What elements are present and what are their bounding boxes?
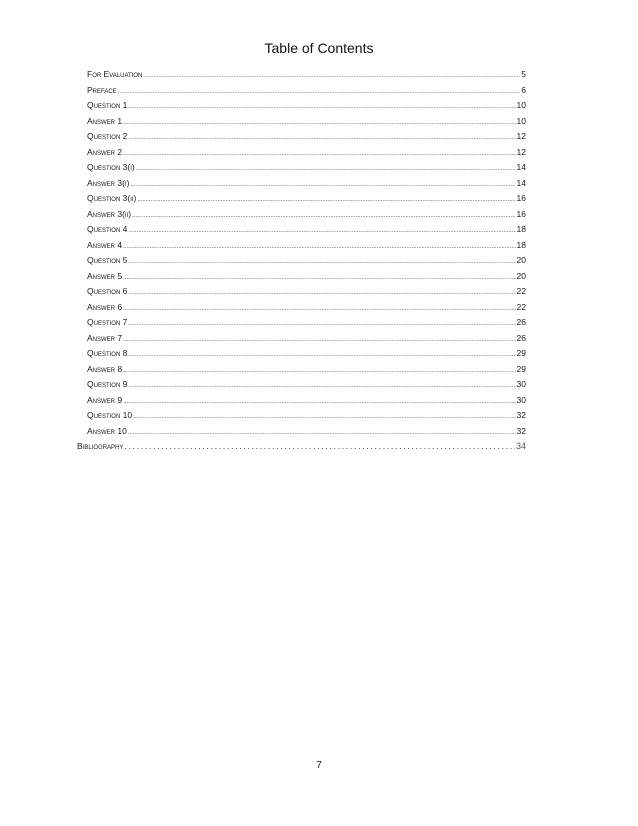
toc-entry-label: Answer 2	[87, 146, 123, 157]
toc-entry[interactable]	[87, 426, 526, 442]
toc-dot-leader	[128, 290, 515, 296]
toc-dot-leader	[143, 73, 520, 79]
toc-entry[interactable]	[87, 395, 526, 411]
toc-dot-leader	[124, 441, 515, 451]
toc-dot-leader	[128, 383, 515, 389]
toc-entry[interactable]	[77, 441, 526, 457]
toc-entry-page: 26	[516, 332, 526, 343]
toc-entry-page: 12	[516, 131, 526, 141]
toc-entry[interactable]	[87, 302, 526, 318]
toc-entry-label: Answer 8	[87, 363, 123, 374]
toc-entry-label: Question 9	[87, 379, 128, 389]
toc-entry-label: Answer 3(i)	[87, 177, 130, 188]
toc-entry-label: Answer 6	[87, 301, 123, 312]
toc-entry-label: Answer 10	[87, 425, 127, 436]
toc-dot-leader	[123, 244, 515, 250]
toc-entry[interactable]	[87, 379, 526, 395]
toc-entry-label: Question 3(ii)	[87, 193, 137, 203]
toc-entry-label: Answer 5	[87, 270, 123, 281]
toc-entry-label: Question 2	[87, 131, 128, 141]
toc-entry-label: Question 7	[87, 317, 128, 327]
toc-entry-page: 16	[516, 208, 526, 219]
toc-entry[interactable]	[87, 348, 526, 364]
toc-entry-page: 18	[516, 239, 526, 250]
toc-entry-page: 32	[516, 410, 526, 420]
toc-entry-page: 29	[516, 348, 526, 358]
toc-entry-page: 22	[516, 301, 526, 312]
toc-entry-page: 34	[515, 441, 526, 451]
toc-entry-page: 14	[516, 177, 526, 188]
toc-entry[interactable]	[87, 69, 526, 85]
toc-dot-leader	[123, 399, 515, 405]
toc-entry[interactable]	[87, 85, 526, 101]
toc-entry-label: Question 3(i)	[87, 162, 135, 172]
toc-dot-leader	[130, 182, 515, 188]
toc-dot-leader	[136, 166, 516, 172]
toc-entry-label: Question 10	[87, 410, 133, 420]
toc-entry[interactable]	[87, 209, 526, 225]
toc-dot-leader	[123, 275, 515, 281]
toc-entry-label: Answer 3(ii)	[87, 208, 132, 219]
toc-entry[interactable]	[87, 131, 526, 147]
toc-entry-label: Question 6	[87, 286, 128, 296]
toc-entry-label: Answer 9	[87, 394, 123, 405]
toc-entry[interactable]	[87, 333, 526, 349]
toc-entry-label: Answer 1	[87, 115, 123, 126]
toc-entry-label: Bibliography	[77, 441, 124, 451]
toc-dot-leader	[132, 213, 515, 219]
toc-entry-label: Question 8	[87, 348, 128, 358]
toc-entry-page: 6	[521, 84, 526, 95]
toc-entry[interactable]	[87, 317, 526, 333]
toc-entry-label: Question 5	[87, 255, 128, 265]
toc-entry-page: 26	[516, 317, 526, 327]
toc-entry[interactable]	[87, 193, 526, 209]
toc-entry[interactable]	[87, 224, 526, 240]
toc-dot-leader	[118, 89, 521, 95]
toc-entry[interactable]	[87, 271, 526, 287]
toc-entry[interactable]	[87, 178, 526, 194]
toc-entry-label: Preface	[87, 84, 117, 95]
toc-entry[interactable]	[87, 147, 526, 163]
toc-entry-label: Answer 7	[87, 332, 123, 343]
toc-entry[interactable]	[87, 410, 526, 426]
toc-entry-page: 10	[516, 115, 526, 126]
toc-entry-page: 5	[521, 69, 526, 79]
toc-entry[interactable]	[87, 100, 526, 116]
toc-entry[interactable]	[87, 116, 526, 132]
toc-entry-page: 32	[516, 425, 526, 436]
toc-dot-leader	[128, 430, 516, 436]
toc-dot-leader	[128, 321, 515, 327]
toc-entry-page: 10	[516, 100, 526, 110]
toc-entry[interactable]	[87, 162, 526, 178]
toc-dot-leader	[128, 259, 515, 265]
toc-dot-leader	[123, 151, 515, 157]
toc-dot-leader	[123, 337, 515, 343]
toc-dot-leader	[123, 120, 515, 126]
toc-dot-leader	[128, 104, 515, 110]
toc-entry-page: 22	[516, 286, 526, 296]
toc-entry[interactable]	[87, 364, 526, 380]
toc-dot-leader	[128, 228, 515, 234]
toc-entry-page: 29	[516, 363, 526, 374]
toc-entry[interactable]	[87, 286, 526, 302]
page-number: 7	[316, 760, 322, 771]
toc-entry-label: For Evaluation	[87, 69, 143, 79]
toc-dot-leader	[128, 352, 515, 358]
toc-entry-page: 18	[516, 224, 526, 234]
toc-dot-leader	[128, 135, 515, 141]
toc-dot-leader	[123, 368, 515, 374]
toc-entry-page: 20	[516, 255, 526, 265]
toc-entry-page: 20	[516, 270, 526, 281]
toc-entry-page: 30	[516, 379, 526, 389]
toc-entry-label: Question 4	[87, 224, 128, 234]
page-title: Table of Contents	[264, 40, 374, 56]
toc-entry[interactable]	[87, 240, 526, 256]
toc-entry-label: Answer 4	[87, 239, 123, 250]
toc-dot-leader	[133, 414, 515, 420]
toc-entry-page: 16	[516, 193, 526, 203]
toc-dot-leader	[123, 306, 515, 312]
toc-entry-page: 12	[516, 146, 526, 157]
toc-entry-label: Question 1	[87, 100, 128, 110]
toc-entry-page: 14	[516, 162, 526, 172]
toc-entry[interactable]	[87, 255, 526, 271]
toc-entry-page: 30	[516, 394, 526, 405]
toc-dot-leader	[137, 197, 515, 203]
